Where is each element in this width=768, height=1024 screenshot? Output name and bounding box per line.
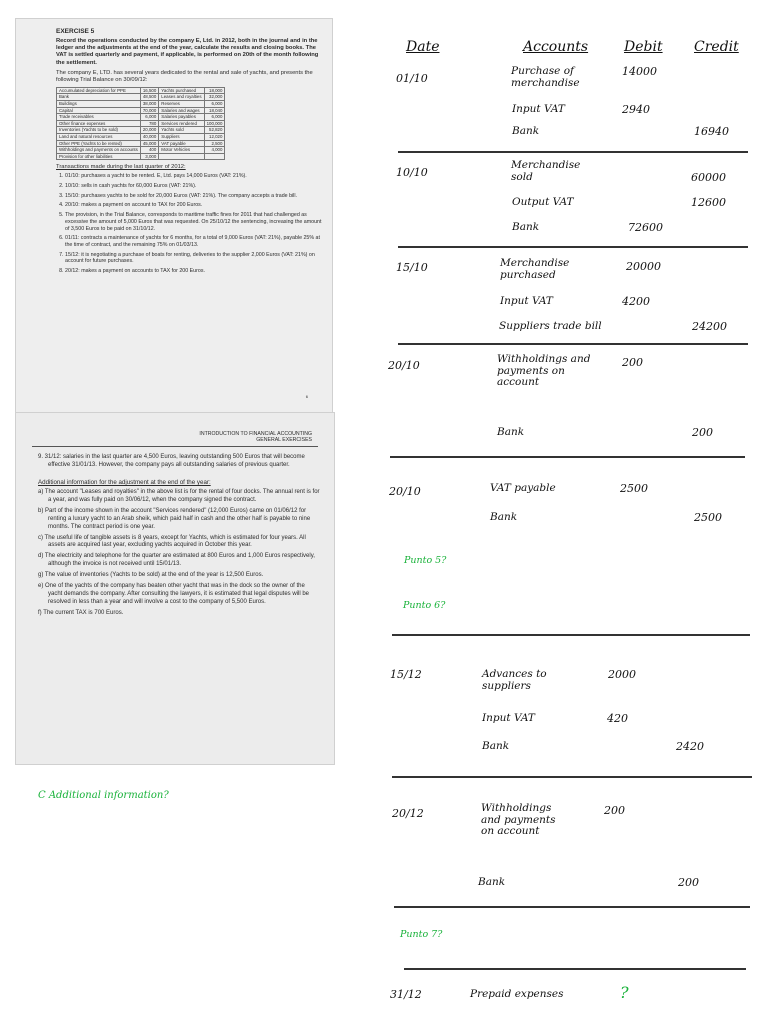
- trial-balance-cell: 38,000: [140, 101, 158, 108]
- entry-separator: [394, 906, 750, 908]
- entry-separator: [390, 456, 745, 458]
- entry-credit: 2500: [694, 511, 722, 524]
- trial-balance-row: [57, 153, 225, 160]
- trial-balance-row: [57, 120, 225, 127]
- entry-date: 15/12: [390, 668, 422, 681]
- adjustment-item: e) One of the yachts of the company has beaten other yacht that was in the dock so the owner of the yacht demands the company. After consulting the lawyers, it is estimated that legal disputes will be resolved in less than a year and will involve a cost to the company of 5,500 Euros.: [38, 583, 310, 605]
- entry-account: Bank: [512, 221, 540, 233]
- exercise-page-photo-2: [15, 412, 335, 765]
- trial-balance-row: [57, 140, 225, 147]
- trial-balance-cell: 32,000: [204, 94, 225, 101]
- trial-balance-cell: 18,040: [204, 107, 225, 114]
- header-date: Date: [406, 39, 440, 55]
- book-subheader: GENERAL EXERCISES: [256, 437, 312, 443]
- entry-credit: 2420: [676, 740, 704, 753]
- entry-account: Suppliers trade bill: [499, 320, 602, 332]
- trial-balance-cell: 20,000: [140, 127, 158, 134]
- trial-balance-row: [57, 147, 225, 154]
- entry-date: 10/10: [396, 166, 428, 179]
- entry-account: Withholdings and payments on account: [497, 353, 591, 389]
- trial-balance-cell: 40,000: [140, 133, 158, 140]
- note-punto-7: Punto 7?: [400, 929, 443, 940]
- trial-balance-cell: Reserves: [159, 101, 204, 108]
- transaction-item: 5. The provision, in the Trial Balance, corresponds to maritime traffic fines for 2011 that had challenged as excessive the amount of 5,000 Euros that was requested. On 25/10/12 the sentencing, increasing the amount of 3,500 Euros to be paid on 31/10/12.: [65, 212, 322, 232]
- trial-balance-cell: Bank: [57, 94, 141, 101]
- entry-date: 31/12: [390, 988, 422, 1001]
- entry-date: 01/10: [396, 72, 428, 85]
- entry-credit: 60000: [691, 171, 726, 184]
- trial-balance-cell: 2,500: [204, 140, 225, 147]
- entry-debit: 20000: [626, 260, 661, 273]
- header-credit: Credit: [694, 39, 739, 55]
- trial-balance-cell: 400: [140, 147, 158, 154]
- header-accounts: Accounts: [523, 39, 589, 55]
- trial-balance-table: [56, 87, 225, 161]
- exercise-title: EXERCISE 5: [56, 28, 95, 35]
- note-punto-5: Punto 5?: [404, 555, 447, 566]
- entry-account: Bank: [512, 125, 540, 137]
- transactions-list: [56, 173, 322, 274]
- entry-debit: 4200: [622, 295, 650, 308]
- trial-balance-cell: 45,000: [140, 140, 158, 147]
- entry-separator: [398, 246, 748, 248]
- entry-account: Input VAT: [512, 103, 565, 115]
- entry-account: Merchandise purchased: [500, 257, 570, 281]
- exercise-intro: Record the operations conducted by the company E, Ltd. in 2012, both in the journal and in the ledger and the adjustments at the end of the year, calculate the results and closing books. The VAT is settled quarterly and payment, if applicable, is performed on 20th of the month following the settlement.: [56, 38, 319, 66]
- transaction-item: 1. 01/10: purchases a yacht to be rented. E, Ltd. pays 14,000 Euros (VAT: 21%).: [65, 173, 322, 180]
- trial-balance-cell: Yachts purchased: [159, 87, 204, 94]
- transactions-title: Transactions made during the last quarter of 2012:: [56, 164, 186, 171]
- trial-balance-cell: 48,500: [140, 94, 158, 101]
- trial-balance-row: [57, 94, 225, 101]
- adjustment-item: b) Part of the income shown in the account "Services rendered" (12,000 Euros) came on 01/06/12 for renting a luxury yacht to an Arab sheik, which paid half in cash and the other half is payable to nine months. The contract period is one year.: [38, 507, 311, 530]
- trial-balance-cell: Provision for other liabilities: [57, 153, 141, 160]
- exercise-page-photo: [15, 18, 333, 420]
- entry-date: 15/10: [396, 261, 428, 274]
- trial-balance-cell: Other finance expenses: [57, 120, 141, 127]
- trial-balance-cell: Salaries payables: [159, 114, 204, 121]
- trial-balance-cell: [204, 153, 225, 160]
- entry-separator: [392, 776, 752, 778]
- trial-balance-cell: 70,000: [140, 107, 158, 114]
- entry-debit: 200: [622, 356, 643, 369]
- adjustment-item: f) The current TAX is 700 Euros.: [38, 609, 124, 616]
- trial-balance-cell: Accumulated depreciation for PPE: [57, 87, 141, 94]
- entry-account: Withholdings and payments on account: [481, 802, 556, 838]
- trial-balance-cell: 6,000: [140, 114, 158, 121]
- entry-account: Bank: [490, 511, 518, 523]
- book-header: INTRODUCTION TO FINANCIAL ACCOUNTING: [199, 431, 312, 437]
- entry-credit: 200: [678, 876, 699, 889]
- entry-account: Purchase of merchandise: [511, 65, 580, 89]
- page-number: 6: [305, 394, 308, 399]
- trial-balance-row: [57, 107, 225, 114]
- trial-balance-cell: Salaries and wages: [159, 107, 204, 114]
- trial-balance-cell: Land and natural resources: [57, 133, 141, 140]
- trial-balance-cell: Buildings: [57, 101, 141, 108]
- trial-balance-cell: 3,000: [140, 153, 158, 160]
- adjustment-item: c) The useful life of tangible assets is 8 years, except for Yachts, which is estimated for four years. All assets are acquired last year, excluding yachts acquired in October this year.: [38, 534, 306, 549]
- adjustment-item: a) The account "Leases and royalties" in the above list is for the rental of four docks. The annual rent is for a year, and was fully paid on 30/06/12, when the company signed the contract.: [38, 489, 320, 503]
- entry-debit: 2940: [622, 103, 650, 116]
- trial-balance-cell: 12,020: [204, 133, 225, 140]
- transaction-item: 6. 01/11: contracts a maintenance of yachts for 6 months, for a total of 9,000 Euros (VAT: 21%), payable 25% at the time of contract, and the remaining 75% on 01/03/13.: [65, 235, 322, 248]
- transaction-item: 2. 10/10: sells in cash yachts for 60,000 Euros (VAT: 21%).: [65, 183, 322, 190]
- entry-separator: [398, 151, 748, 153]
- entry-debit: 2000: [608, 668, 636, 681]
- trial-balance-cell: Suppliers: [159, 133, 204, 140]
- trial-balance-cell: Motor Vehicles: [159, 147, 204, 154]
- note-punto-6: Punto 6?: [403, 600, 446, 611]
- trial-balance-cell: Leases and royalties: [159, 94, 204, 101]
- trial-balance-cell: Inventories (Yachts to be sold): [57, 127, 141, 134]
- trial-balance-row: [57, 101, 225, 108]
- entry-date: 20/10: [388, 359, 420, 372]
- exercise-company-text: The company E, LTD. has several years dedicated to the rental and sale of yachts, and presents the following Trial Balance on 30/09/12:: [56, 69, 313, 83]
- entry-debit: 200: [604, 804, 625, 817]
- trial-balance-cell: Withholdings and payments on accounts: [57, 147, 141, 154]
- trial-balance-cell: 6,000: [204, 114, 225, 121]
- trial-balance-cell: Trade receivables: [57, 114, 141, 121]
- transaction-item: 3. 15/10: purchases yachts to be sold for 20,000 Euros (VAT: 21%). The company accepts a trade bill.: [65, 193, 322, 200]
- entry-separator: [392, 634, 750, 636]
- entry-debit: 72600: [628, 221, 663, 234]
- trial-balance-cell: 4,000: [204, 147, 225, 154]
- note-question-mark: ?: [620, 983, 629, 1002]
- transaction-item: 7. 15/12: it is negotiating a purchase of boats for renting, deliveries to the supplier 2,000 Euros (VAT: 21%) on account for future purchases.: [65, 252, 322, 265]
- header-debit: Debit: [624, 39, 663, 55]
- entry-account: Merchandise sold: [511, 159, 581, 183]
- trial-balance-cell: 52,820: [204, 127, 225, 134]
- entry-credit: 200: [692, 426, 713, 439]
- trial-balance-cell: 18,000: [204, 87, 225, 94]
- entry-debit: 2500: [620, 482, 648, 495]
- adjustment-title: Additional information for the adjustment at the end of the year:: [38, 479, 211, 486]
- adjustment-item: d) The electricity and telephone for the quarter are estimated at 800 Euros and 1,000 Euros respectively, although the invoice is not received until 15/01/13.: [38, 553, 315, 568]
- entry-date: 20/12: [392, 807, 424, 820]
- entry-account: Output VAT: [512, 196, 574, 208]
- trial-balance-row: [57, 127, 225, 134]
- trial-balance-row: [57, 114, 225, 121]
- trial-balance-cell: 100,000: [204, 120, 225, 127]
- trial-balance-cell: 6,000: [204, 101, 225, 108]
- trial-balance-cell: [159, 153, 204, 160]
- trial-balance-cell: 780: [140, 120, 158, 127]
- entry-date: 20/10: [389, 485, 421, 498]
- entry-debit: 14000: [622, 65, 657, 78]
- entry-account: Bank: [482, 740, 510, 752]
- trial-balance-row: [57, 87, 225, 94]
- trial-balance-cell: Yachts sold: [159, 127, 204, 134]
- header-rule: [32, 446, 318, 447]
- trial-balance-cell: 16,500: [140, 87, 158, 94]
- entry-separator: [398, 343, 748, 345]
- trial-balance-cell: Other PPE (Yachts to be rented): [57, 140, 141, 147]
- adjustment-item: g) The value of inventories (Yachts to be sold) at the end of the year is 12,500 Euros.: [38, 572, 264, 579]
- adjustment-list: [38, 489, 320, 618]
- entry-debit: 420: [607, 712, 628, 725]
- trial-balance-cell: Services rendered: [159, 120, 204, 127]
- entry-account: Input VAT: [500, 295, 553, 307]
- transaction-9: 9. 31/12: salaries in the last quarter are 4,500 Euros, leaving outstanding 500 Euros that will become effective 31/01/13. However, the company pays all outstanding salaries of previous quarter.: [38, 454, 305, 468]
- trial-balance-cell: VAT payable: [159, 140, 204, 147]
- trial-balance-cell: Capital: [57, 107, 141, 114]
- transaction-item: 8. 20/12: makes a payment on accounts to TAX for 200 Euros.: [65, 268, 322, 275]
- entry-credit: 16940: [694, 125, 729, 138]
- entry-account: Advances to suppliers: [482, 668, 547, 692]
- entry-account: Prepaid expenses: [470, 988, 564, 1000]
- transaction-item: 4. 20/10: makes a payment on account to TAX for 200 Euros.: [65, 202, 322, 209]
- entry-account: Bank: [497, 426, 525, 438]
- entry-credit: 24200: [692, 320, 727, 333]
- entry-separator: [404, 968, 746, 970]
- trial-balance-row: [57, 133, 225, 140]
- entry-credit: 12600: [691, 196, 726, 209]
- entry-account: Input VAT: [482, 712, 535, 724]
- entry-account: VAT payable: [490, 482, 556, 494]
- note-additional-information: C Additional information?: [38, 790, 169, 801]
- entry-account: Bank: [478, 876, 506, 888]
